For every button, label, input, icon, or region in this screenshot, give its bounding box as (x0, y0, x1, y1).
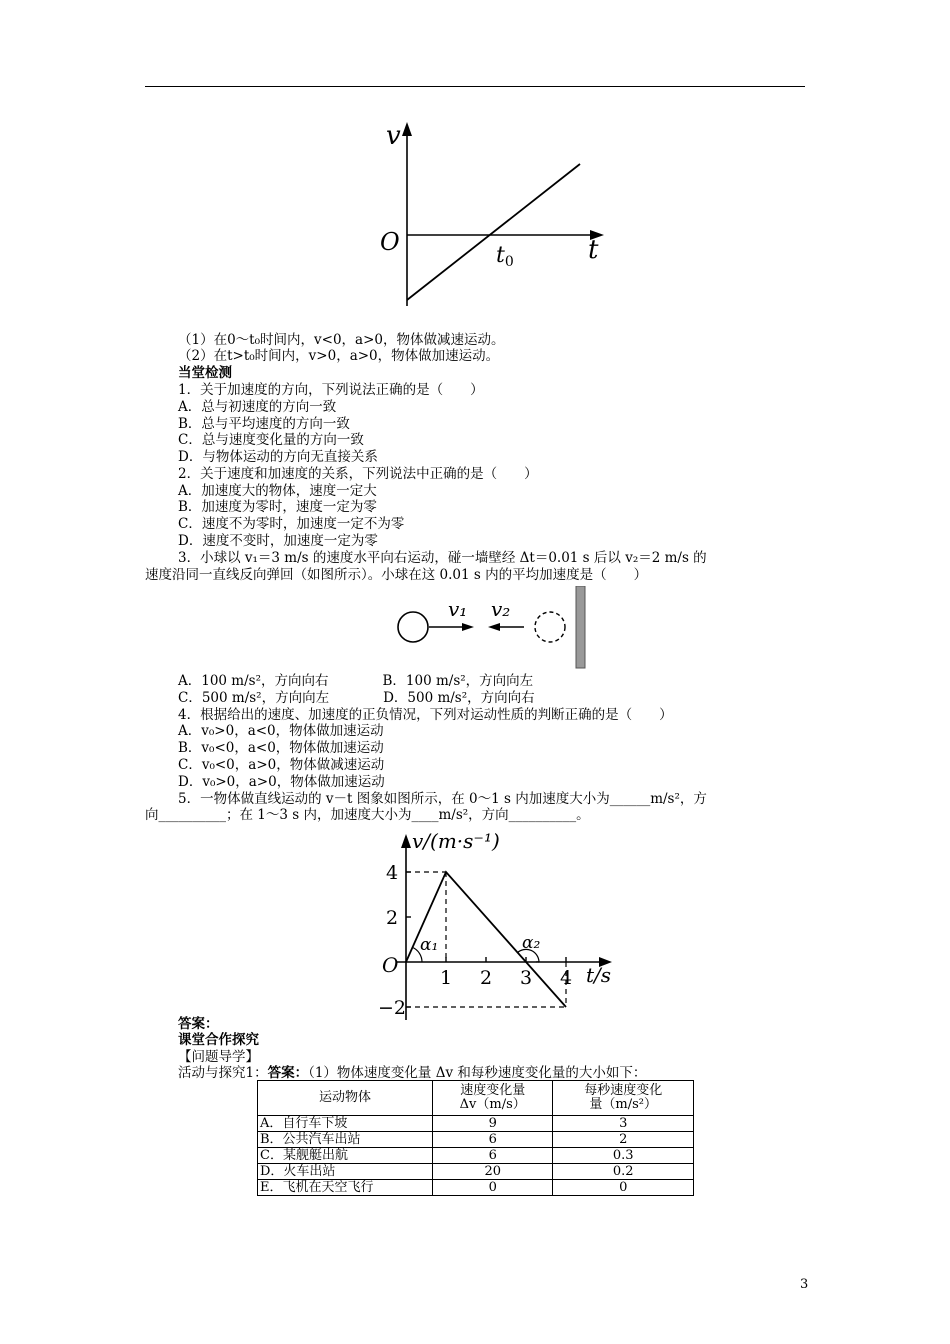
wall (576, 586, 585, 668)
table-row (258, 1164, 694, 1180)
table-cell: 6 (433, 1148, 553, 1164)
q3-options-ab: A．100 m/s²，方向向右 B．100 m/s²，方向向左 (178, 673, 534, 689)
graph1-t0-label: t0 (496, 243, 514, 270)
chart-ylabel: v/(m·s⁻¹) (412, 829, 500, 853)
q3-line-2: 速度沿同一直线反向弹回（如图所示）。小球在这 0.01 s 内的平均加速度是（ ） (145, 567, 648, 583)
table-cell: 9 (433, 1116, 553, 1132)
q1-option-d: D．与物体运动的方向无直接关系 (178, 449, 378, 465)
graph1-v-label: v (386, 121, 401, 151)
activity-answer-label: 答案： (267, 1065, 309, 1081)
table-row (258, 1180, 694, 1196)
table-cell: 2 (553, 1132, 694, 1148)
table-cell: 0.2 (553, 1164, 694, 1180)
table-cell: 3 (553, 1116, 694, 1132)
q4-option-a: A．v₀>0，a<0，物体做加速运动 (178, 723, 384, 739)
ball-wall-figure (390, 586, 590, 672)
q1-stem: 1．关于加速度的方向，下列说法正确的是（ ） (178, 382, 484, 398)
q4-stem: 4．根据给出的速度、加速度的正负情况，下列对运动性质的判断正确的是（ ） (178, 707, 673, 723)
q1-option-c: C．总与速度变化量的方向一致 (178, 432, 364, 448)
angle-alpha1-label: α₁ (420, 935, 439, 955)
q2-option-b: B．加速度为零时，速度一定为零 (178, 499, 377, 515)
answers-subtitle-1: 课堂合作探究 (178, 1032, 259, 1048)
q2-option-d: D．速度不变时，加速度一定为零 (178, 533, 378, 549)
q1-option-b: B．总与平均速度的方向一致 (178, 416, 350, 432)
x-tick-label: 3 (520, 967, 533, 989)
page-number: 3 (800, 1277, 809, 1292)
note-1: （1）在0～t₀时间内，v<0，a>0，物体做减速运动。 (178, 332, 505, 348)
y-tick-label: 2 (386, 907, 399, 929)
note-2: （2）在t>t₀时间内，v>0，a>0，物体做加速运动。 (178, 348, 500, 364)
graph1-t-label: t (588, 235, 599, 265)
x-tick-label: 4 (560, 967, 573, 989)
q4-option-c: C．v₀<0，a>0，物体做减速运动 (178, 757, 385, 773)
q4-option-d: D．v₀>0，a>0，物体做加速运动 (178, 774, 385, 790)
table-cell: 0.3 (553, 1148, 694, 1164)
table-row (258, 1148, 694, 1164)
table-header-cell: 运动物体 (258, 1081, 433, 1116)
vt-chart (370, 822, 640, 1020)
q3-options-cd: C．500 m/s²，方向向左 D．500 m/s²，方向向右 (178, 690, 535, 706)
table-cell: 6 (433, 1132, 553, 1148)
answer-table (257, 1080, 694, 1196)
q5-line-1: 5．一物体做直线运动的 v－t 图象如图所示，在 0～1 s 内加速度大小为______m/s²，方 (178, 791, 707, 807)
table-cell: 0 (553, 1180, 694, 1196)
chart-xlabel: t/s (586, 963, 612, 987)
q2-option-a: A．加速度大的物体，速度一定大 (178, 483, 377, 499)
table-cell: 0 (433, 1180, 553, 1196)
table-cell: A．自行车下坡 (258, 1116, 433, 1132)
activity-line (178, 1065, 646, 1081)
fig-v2-label: v₂ (491, 597, 511, 621)
table-cell: 20 (433, 1164, 553, 1180)
table-cell: D．火车出站 (258, 1164, 433, 1180)
answers-subtitle-2: 【问题导学】 (178, 1049, 259, 1065)
table-header-cell: 速度变化量 Δv（m/s） (433, 1081, 553, 1116)
q2-option-c: C．速度不为零时，加速度一定不为零 (178, 516, 405, 532)
x-tick-label: 2 (480, 967, 493, 989)
activity-text: （1）物体速度变化量 Δv 和每秒速度变化量的大小如下： (308, 1065, 647, 1081)
table-cell: B．公共汽车出站 (258, 1132, 433, 1148)
table-header-row (258, 1081, 694, 1116)
table-header-cell: 每秒速度变化 量（m/s²） (553, 1081, 694, 1116)
fig-v1-label: v₁ (448, 597, 468, 621)
q2-stem: 2．关于速度和加速度的关系，下列说法中正确的是（ ） (178, 466, 538, 482)
q1-option-a: A．总与初速度的方向一致 (178, 399, 337, 415)
table-cell: C．某舰艇出航 (258, 1148, 433, 1164)
answers-label: 答案： (178, 1016, 219, 1032)
y-tick-label: −2 (378, 997, 407, 1019)
activity-prefix: 活动与探究1： (178, 1065, 268, 1081)
y-axis-arrow (401, 834, 411, 848)
graph1-origin: O (380, 228, 400, 256)
q3-line-1: 3．小球以 v₁＝3 m/s 的速度水平向右运动，碰一墙壁经 Δt＝0.01 s 后以 v₂＝2 m/s 的 (178, 550, 707, 566)
y-tick-label: 4 (386, 862, 399, 884)
table-cell: E．飞机在天空飞行 (258, 1180, 433, 1196)
table-row (258, 1116, 694, 1132)
x-tick-label: 1 (440, 967, 453, 989)
velocity-time-graph-1 (370, 120, 610, 310)
header-rule (145, 86, 805, 87)
q4-option-b: B．v₀<0，a<0，物体做加速运动 (178, 740, 384, 756)
table-row (258, 1132, 694, 1148)
q5-line-2: 向__________；在 1～3 s 内，加速度大小为____m/s²，方向__________。 (145, 807, 590, 823)
section-title: 当堂检测 (178, 365, 232, 381)
angle-alpha2-label: α₂ (522, 933, 541, 953)
chart-origin: O (382, 953, 399, 977)
